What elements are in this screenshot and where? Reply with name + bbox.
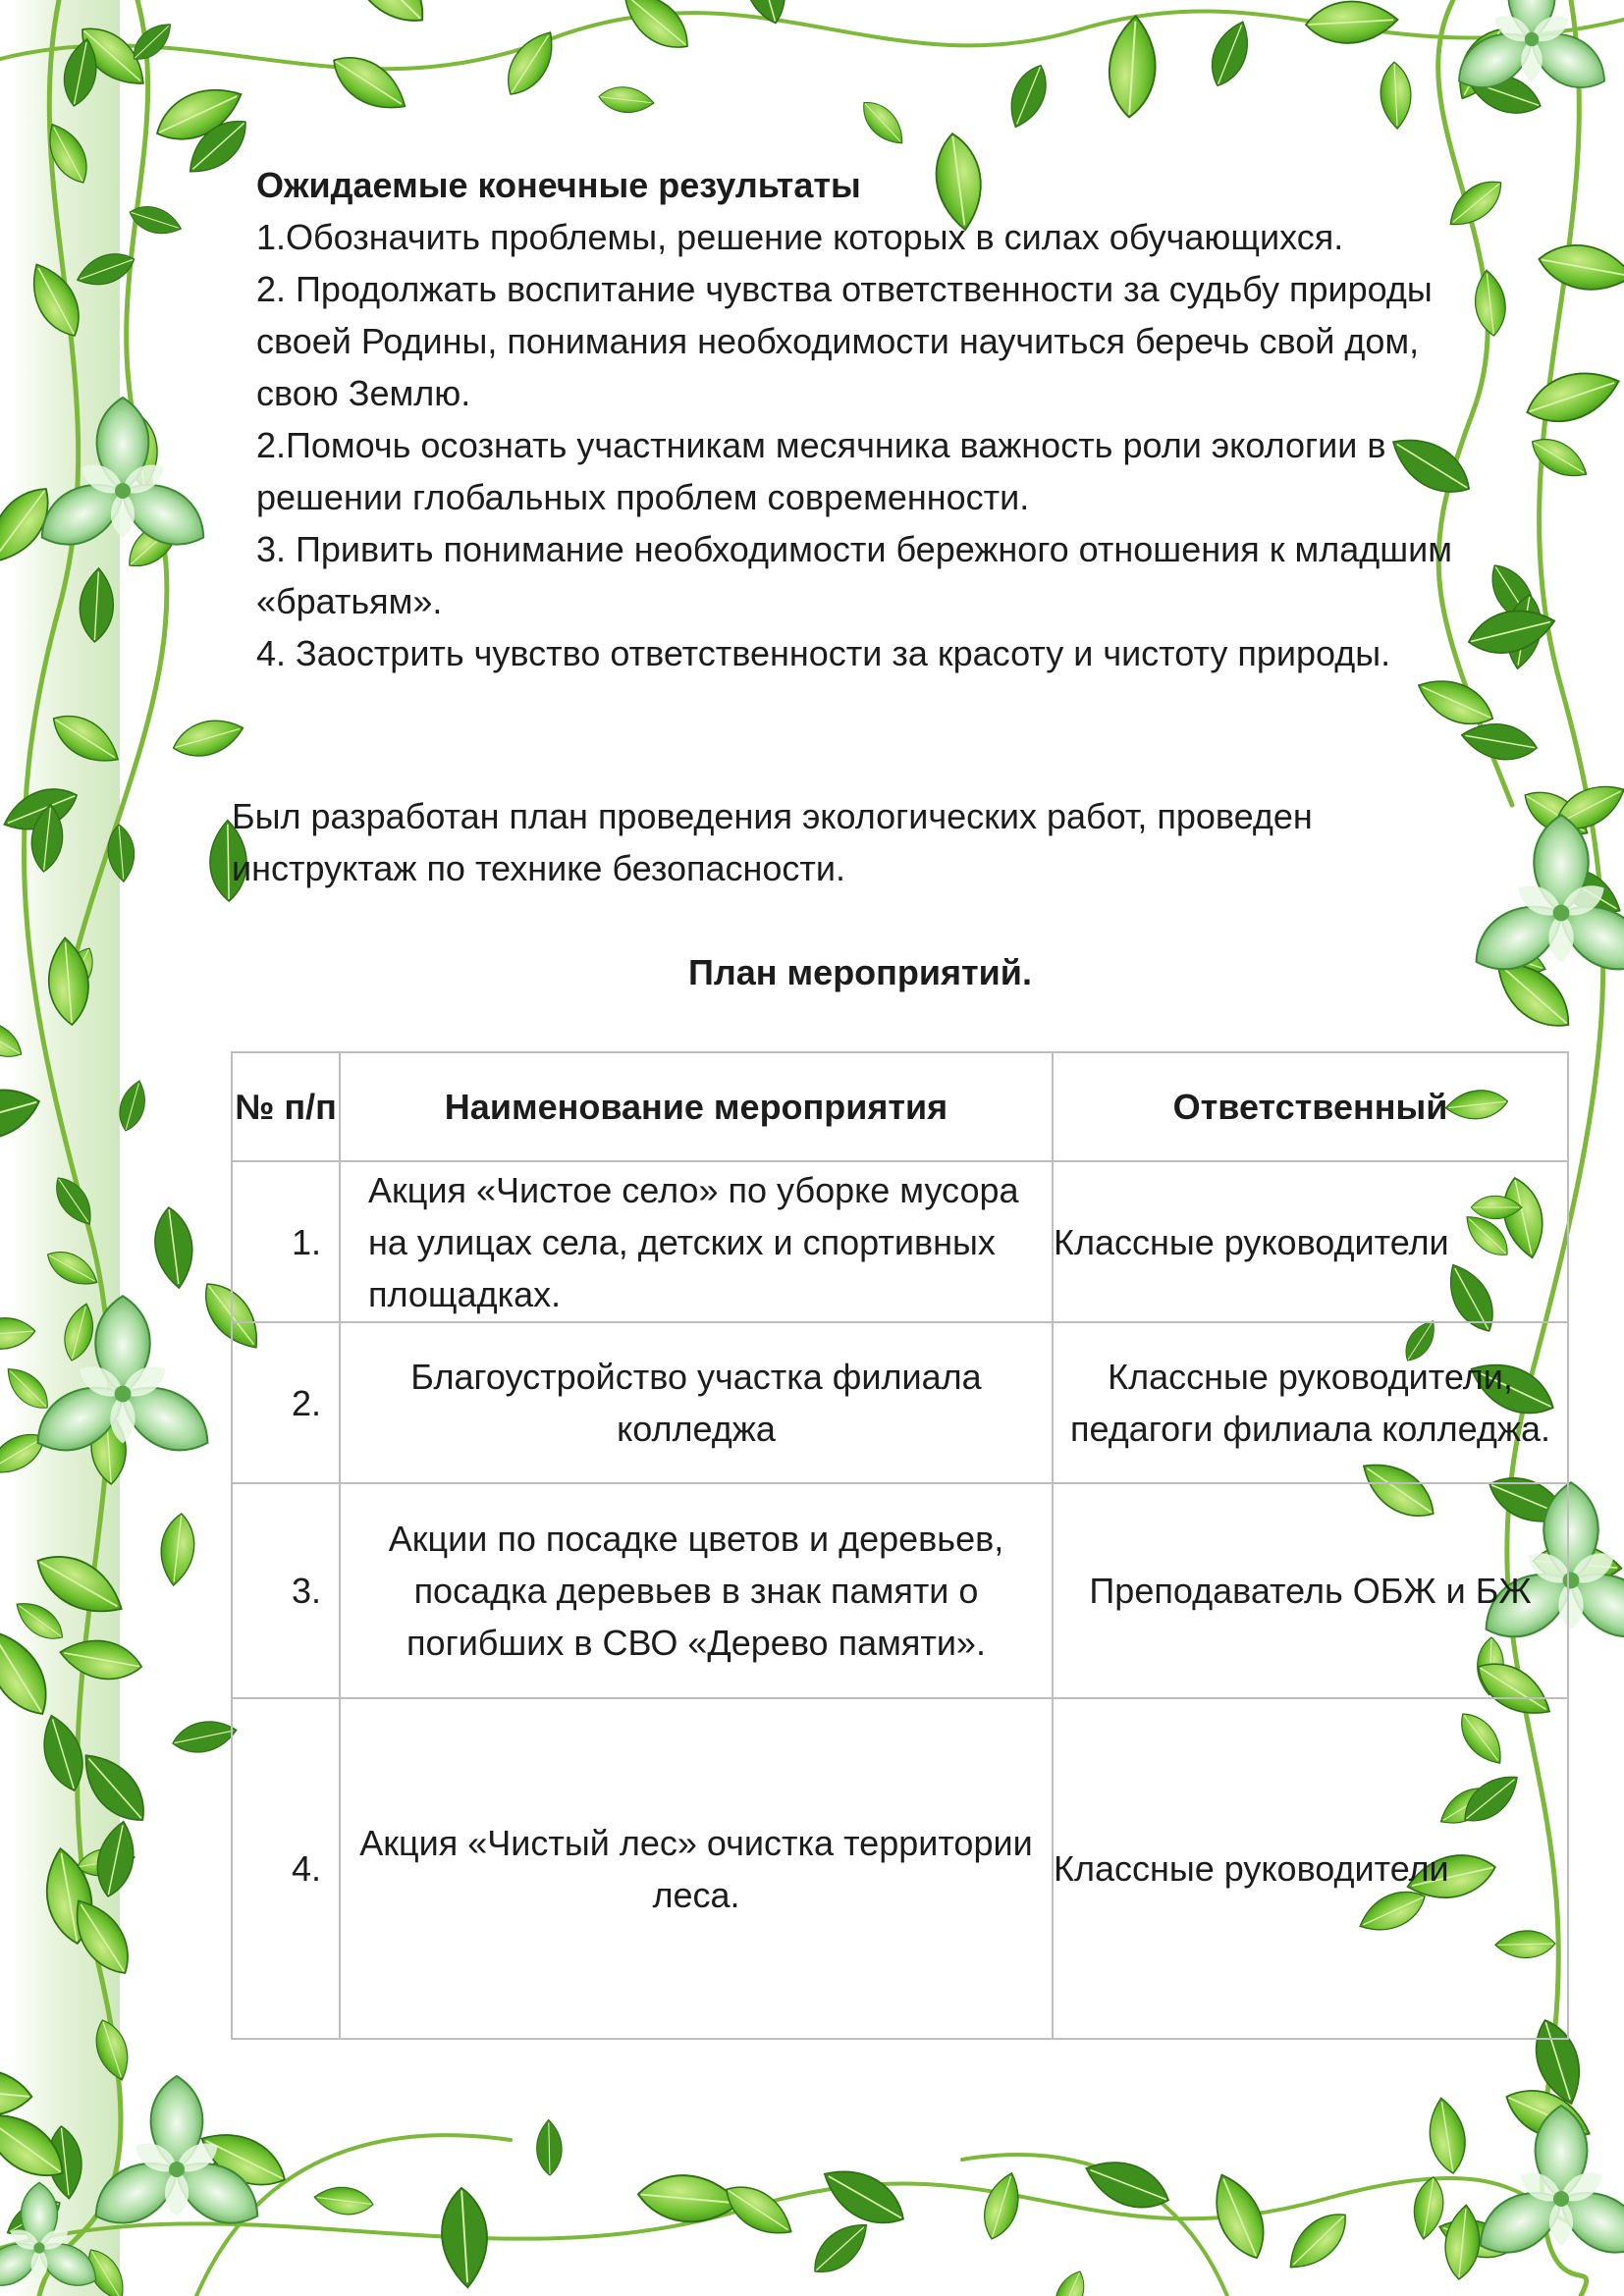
- table-row: [232, 1322, 1568, 1483]
- result-item: 2. Продолжать воспитание чувства ответственности за судьбу природы своей Родины, понимания необходимости научиться беречь свой дом, свою Землю.: [256, 269, 1433, 413]
- table-header-row: [232, 1052, 1568, 1161]
- row-number: 2.: [232, 1322, 340, 1483]
- row-number: 4.: [232, 1698, 340, 2039]
- table-row: [232, 1698, 1568, 2039]
- result-item: 1.Обозначить проблемы, решение которых в силах обучающихся.: [256, 217, 1344, 257]
- row-responsible: Классные руководители, педагоги филиала колледжа.: [1053, 1322, 1568, 1483]
- row-event-name: Благоустройство участка филиала колледжа: [340, 1322, 1053, 1483]
- plan-title: План мероприятий.: [688, 952, 1032, 992]
- result-item: 3. Привить понимание необходимости бережного отношения к младшим «братьям».: [256, 529, 1452, 621]
- result-item: 2.Помочь осознать участникам месячника важность роли экологии в решении глобальных проблем современности.: [256, 425, 1386, 517]
- table-row: [232, 1161, 1568, 1322]
- row-responsible: Преподаватель ОБЖ и БЖ: [1053, 1483, 1568, 1698]
- row-number: 3.: [232, 1483, 340, 1698]
- row-event-name: Акции по посадке цветов и деревьев, посадка деревьев в знак памяти о погибших в СВО «Дерево памяти».: [340, 1483, 1053, 1698]
- header-event-name: Наименование мероприятия: [340, 1052, 1053, 1161]
- plan-table: [231, 1051, 1569, 2040]
- expected-results-section: [256, 159, 1503, 679]
- row-number: 1.: [232, 1161, 340, 1322]
- row-responsible: Классные руководители: [1053, 1161, 1568, 1322]
- expected-results-heading: Ожидаемые конечные результаты: [256, 165, 861, 205]
- table-row: [232, 1483, 1568, 1698]
- row-responsible: Классные руководители: [1053, 1698, 1568, 2039]
- header-responsible: Ответственный: [1053, 1052, 1568, 1161]
- row-event-name: Акция «Чистое село» по уборке мусора на улицах села, детских и спортивных площадках.: [340, 1161, 1053, 1322]
- header-number: № п/п: [232, 1052, 340, 1161]
- row-event-name: Акция «Чистый лес» очистка территории леса.: [340, 1698, 1053, 2039]
- result-item: 4. Заострить чувство ответственности за красоту и чистоту природы.: [256, 633, 1391, 673]
- intro-paragraph: Был разработан план проведения экологических работ, проведен инструктаж по технике безопасности.: [232, 796, 1313, 888]
